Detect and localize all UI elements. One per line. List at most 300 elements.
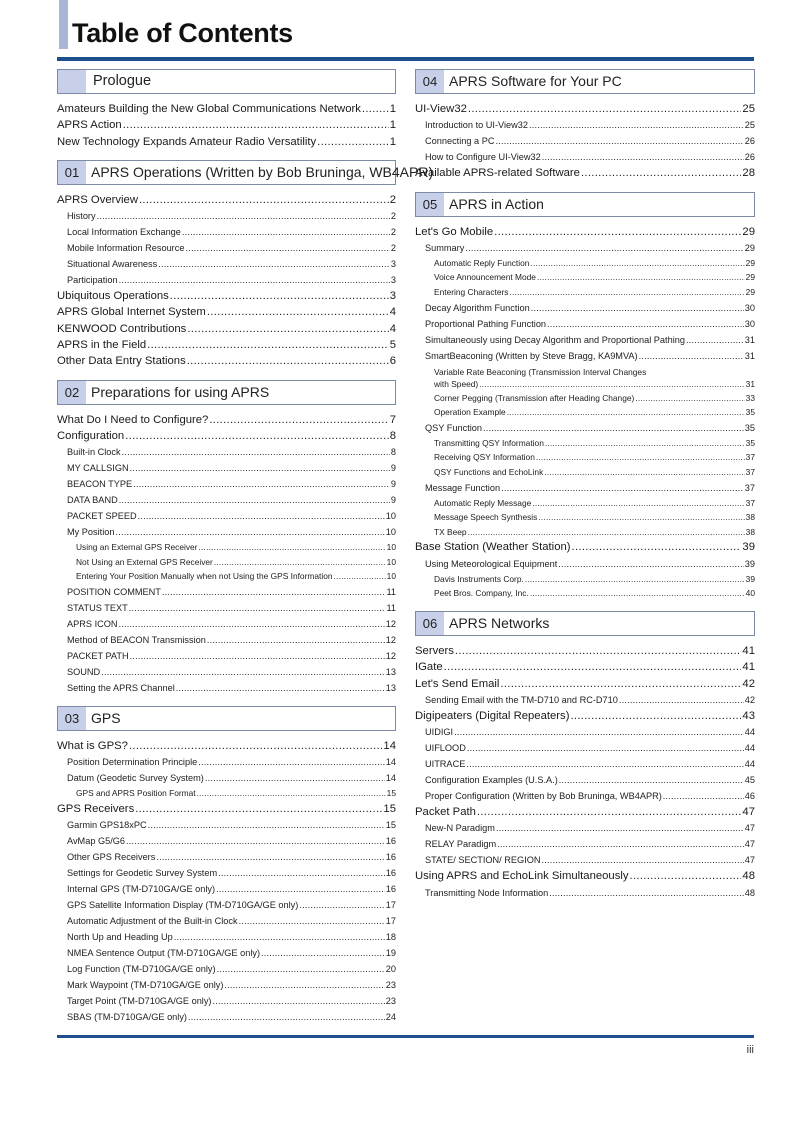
toc-entry[interactable] [57, 353, 396, 369]
toc-entry-page: 10 [385, 527, 396, 538]
section-number: 05 [422, 196, 438, 212]
toc-entry[interactable] [415, 804, 755, 820]
dot-leader [119, 616, 385, 632]
toc-entry[interactable] [415, 256, 755, 271]
dot-leader [559, 772, 744, 788]
toc-entry-label: BEACON TYPE [67, 479, 133, 490]
toc-entry[interactable] [57, 101, 396, 117]
toc-entry[interactable] [415, 117, 755, 133]
toc-entry[interactable] [415, 724, 755, 740]
toc-entry[interactable] [415, 586, 755, 601]
toc-entry[interactable] [415, 820, 755, 836]
toc-entry[interactable] [415, 270, 755, 285]
toc-entry-page: 19 [385, 948, 396, 959]
dot-leader [529, 117, 744, 133]
toc-entry-page: 3 [390, 259, 396, 270]
toc-entry-label: APRS Overview [57, 193, 138, 206]
toc-entry-page: 48 [742, 870, 755, 883]
dot-leader [198, 754, 385, 770]
toc-entry-page: 29 [742, 225, 755, 238]
toc-entry[interactable] [57, 801, 396, 817]
toc-entry[interactable] [57, 738, 396, 754]
toc-entry-page: 48 [744, 887, 755, 898]
toc-entry[interactable] [415, 366, 755, 391]
dot-leader [139, 192, 389, 208]
toc-entry[interactable] [415, 496, 755, 511]
toc-entry-label: Decay Algorithm Function [425, 302, 530, 313]
toc-entry-page: 17 [385, 916, 396, 927]
toc-entry[interactable] [57, 754, 396, 770]
toc-entry-page: 25 [742, 103, 755, 115]
toc-entry-label: Introduction to UI-View32 [425, 120, 528, 131]
toc-entry[interactable] [415, 643, 755, 659]
dot-leader [119, 272, 390, 288]
toc-entry[interactable] [57, 913, 396, 929]
toc-entry[interactable] [415, 572, 755, 587]
toc-entry-label: UI-View32 [415, 103, 467, 115]
toc-entry-label: Let's Go Mobile [415, 225, 494, 238]
toc-entry-label: Garmin GPS18xPC [67, 820, 147, 831]
toc-entry-page: 8 [389, 429, 396, 442]
toc-entry-page: 14 [383, 740, 396, 753]
toc-entry-page: 10 [386, 542, 396, 553]
toc-entry-page: 23 [385, 980, 396, 991]
toc-entry[interactable] [415, 659, 755, 675]
dot-leader [619, 692, 744, 708]
toc-entry[interactable] [415, 316, 755, 332]
dot-leader [477, 804, 742, 820]
toc-entry-label: Receiving QSY Information [434, 452, 535, 463]
section-header [57, 706, 396, 731]
toc-entry-page: 25 [744, 120, 755, 131]
dot-leader [116, 524, 385, 540]
toc-entry-page: 13 [385, 667, 396, 678]
dot-leader [187, 353, 389, 369]
dot-leader [530, 256, 744, 271]
dot-leader [125, 428, 389, 444]
toc-entry-page: 1 [389, 119, 396, 132]
dot-leader [119, 492, 390, 508]
toc-entry-label: Simultaneously using Decay Algorithm and Proportional Pathing [425, 334, 685, 345]
toc-entry[interactable] [57, 945, 396, 961]
toc-entry-page: 11 [386, 587, 396, 598]
dot-leader [536, 450, 745, 465]
toc-entry-page: 37 [745, 497, 755, 508]
toc-entry-label: Position Determination Principle [67, 757, 198, 768]
dot-leader [176, 680, 385, 696]
toc-entry[interactable] [415, 692, 755, 708]
toc-entry-label: How to Configure UI-View32 [425, 152, 541, 163]
toc-entry[interactable] [57, 786, 396, 801]
section-header [415, 192, 755, 217]
dot-leader [635, 391, 744, 406]
toc-entry-page: 37 [745, 467, 755, 478]
toc-entry-page: 31 [744, 350, 755, 361]
dot-leader [547, 316, 744, 332]
toc-entry[interactable] [57, 524, 396, 540]
dot-leader [185, 240, 389, 256]
toc-entry-page: 38 [745, 526, 755, 537]
toc-entry[interactable] [57, 256, 396, 272]
toc-entry-label: TX Beep [434, 526, 467, 537]
dot-leader [545, 436, 745, 451]
section-header [415, 69, 755, 94]
toc-entry[interactable] [415, 788, 755, 804]
dot-leader [483, 420, 744, 436]
toc-entry[interactable] [57, 584, 396, 600]
toc-entry-label: Transmitting QSY Information [434, 437, 544, 448]
toc-entry[interactable] [415, 885, 755, 901]
toc-entry-page: 12 [385, 651, 396, 662]
dot-leader [500, 676, 741, 692]
dot-leader [495, 133, 743, 149]
toc-entry[interactable] [415, 525, 755, 540]
toc-entry[interactable] [57, 134, 396, 150]
toc-entry[interactable] [57, 817, 396, 833]
toc-entry-page: 15 [383, 802, 396, 815]
toc-entry-label: Corner Pegging (Transmission after Heading Change) [434, 392, 635, 403]
dot-leader [454, 724, 744, 740]
toc-entry[interactable] [57, 648, 396, 664]
toc-entry[interactable] [415, 285, 755, 300]
toc-entry-page: 16 [385, 852, 396, 863]
toc-entry[interactable] [57, 849, 396, 865]
toc-entry-label: KENWOOD Contributions [57, 322, 187, 335]
toc-entry-label: Settings for Geodetic Survey System [67, 868, 218, 879]
toc-entry[interactable] [57, 555, 396, 570]
toc-entry-label: Entering Characters [434, 287, 509, 298]
toc-entry[interactable] [57, 600, 396, 616]
toc-entry-page: 12 [385, 619, 396, 630]
toc-entry-page: 3 [389, 290, 396, 303]
section-header [57, 69, 396, 94]
section-number-box [58, 70, 86, 93]
toc-entry-page: 4 [389, 322, 396, 335]
toc-entry[interactable] [415, 436, 755, 451]
toc-entry-label: What is GPS? [57, 740, 128, 753]
toc-entry-label: APRS Action [57, 119, 122, 132]
section-title: APRS in Action [449, 195, 544, 212]
toc-entry-label: GPS and APRS Position Format [76, 788, 196, 799]
toc-entry[interactable] [415, 101, 755, 117]
toc-entry-label: Automatic Reply Function [434, 257, 530, 268]
dot-leader [213, 993, 385, 1009]
dot-leader [468, 525, 745, 540]
toc-entry[interactable] [57, 865, 396, 881]
toc-entry[interactable] [415, 348, 755, 364]
dot-leader [174, 929, 385, 945]
toc-entry-page: 16 [385, 836, 396, 847]
toc-entry-label: Automatic Adjustment of the Built-in Clock [67, 916, 238, 927]
toc-entry[interactable] [57, 664, 396, 680]
toc-entry-page: 44 [744, 727, 755, 738]
toc-entry[interactable] [415, 149, 755, 165]
toc-entry-page: 33 [745, 392, 755, 403]
toc-entry-label: SOUND [67, 667, 101, 678]
toc-entry-label: Summary [425, 242, 465, 253]
toc-entry-label: Built-in Clock [67, 447, 121, 458]
toc-entry-label: APRS Global Internet System [57, 306, 206, 319]
dot-leader [148, 817, 385, 833]
toc-entry-label: APRS in the Field [57, 339, 147, 352]
dot-leader [205, 770, 385, 786]
toc-entry[interactable] [415, 708, 755, 724]
page-number: iii [746, 1044, 754, 1056]
toc-entry[interactable] [57, 881, 396, 897]
toc-entry-label: NMEA Sentence Output (TM-D710GA/GE only) [67, 948, 261, 959]
toc-entry[interactable] [57, 616, 396, 632]
toc-entry-label: QSY Function [425, 422, 483, 433]
toc-entry[interactable] [57, 460, 396, 476]
toc-entry-page: 2 [390, 211, 396, 222]
toc-entry-page: 41 [742, 661, 755, 674]
toc-entry-label: Using Meteorological Equipment [425, 558, 558, 569]
toc-entry-page: 30 [744, 302, 755, 313]
dot-leader [217, 961, 385, 977]
dot-leader [572, 539, 742, 555]
toc-entry[interactable] [57, 412, 396, 428]
toc-entry[interactable] [415, 224, 755, 240]
toc-entry-label: UIDIGI [425, 727, 454, 738]
toc-entry-label: Other Data Entry Stations [57, 355, 186, 368]
toc-entry[interactable] [57, 540, 396, 555]
toc-entry[interactable] [57, 321, 396, 337]
toc-entry-label: Entering Your Position Manually when not Using the GPS Information [76, 571, 333, 582]
toc-entry-label: History [67, 211, 96, 222]
dot-leader [130, 648, 385, 664]
toc-entry-page: 29 [745, 272, 755, 283]
dot-leader [467, 740, 744, 756]
toc-entry-page: 2 [390, 227, 396, 238]
toc-entry-label: Setting the APRS Channel [67, 683, 175, 694]
toc-entry[interactable] [57, 1009, 396, 1025]
toc-entry-label: Voice Announcement Mode [434, 272, 536, 283]
toc-entry-label: PACKET SPEED [67, 511, 137, 522]
toc-entry-label: Servers [415, 644, 454, 657]
toc-entry-label: Proportional Pathing Function [425, 318, 547, 329]
toc-entry[interactable] [57, 770, 396, 786]
toc-entry[interactable] [415, 300, 755, 316]
dot-leader [162, 584, 386, 600]
dot-leader [496, 820, 744, 836]
dot-leader [507, 405, 745, 420]
dot-leader [133, 476, 390, 492]
section-title: GPS [91, 710, 121, 727]
toc-entry[interactable] [415, 852, 755, 868]
toc-entry-label: GPS Satellite Information Display (TM-D710GA/GE only) [67, 900, 299, 911]
toc-entry-page: 41 [742, 644, 755, 657]
toc-entry[interactable] [415, 772, 755, 788]
dot-leader [101, 664, 385, 680]
dot-leader [542, 852, 744, 868]
dot-leader [362, 101, 389, 117]
toc-entry-page: 20 [385, 964, 396, 975]
toc-entry-label: IGate [415, 661, 443, 674]
toc-entry-page: 3 [390, 275, 396, 286]
dot-leader [123, 117, 389, 133]
toc-entry[interactable] [415, 420, 755, 436]
section-number: 04 [422, 74, 438, 89]
toc-entry-page: 29 [745, 257, 755, 268]
toc-entry[interactable] [57, 897, 396, 913]
toc-entry[interactable] [57, 508, 396, 524]
dot-leader [97, 208, 390, 224]
toc-entry[interactable] [415, 539, 755, 555]
toc-entry-page: 16 [385, 884, 396, 895]
toc-entry[interactable] [57, 961, 396, 977]
toc-entry-page: 6 [389, 355, 396, 368]
toc-entry-label: Operation Example [434, 407, 506, 418]
toc-entry-page: 37 [745, 452, 755, 463]
dot-leader [465, 240, 743, 256]
dot-leader [444, 659, 742, 675]
dot-leader [218, 865, 385, 881]
toc-entry[interactable] [57, 224, 396, 240]
toc-entry-page: 35 [745, 437, 755, 448]
dot-leader [182, 224, 390, 240]
section-number: 06 [422, 615, 438, 631]
toc-entry[interactable] [415, 332, 755, 348]
toc-entry[interactable] [415, 556, 755, 572]
toc-entry-label: UIFLOOD [425, 743, 466, 754]
toc-entry-page: 44 [744, 759, 755, 770]
section-title: APRS Software for Your PC [449, 73, 622, 89]
toc-entry-page: 47 [742, 806, 755, 819]
toc-entry-page: 40 [745, 588, 755, 599]
toc-entry[interactable] [57, 304, 396, 320]
toc-entry[interactable] [57, 993, 396, 1009]
toc-entry-label: Packet Path [415, 806, 476, 819]
toc-entry[interactable] [415, 465, 755, 480]
toc-entry-page: 47 [744, 839, 755, 850]
toc-entry-label: RELAY Paradigm [425, 839, 497, 850]
toc-entry[interactable] [57, 569, 396, 584]
toc-entry[interactable] [415, 756, 755, 772]
toc-entry-page: 15 [386, 788, 396, 799]
toc-entry[interactable] [57, 632, 396, 648]
toc-entry-label: STATUS TEXT [67, 603, 128, 614]
toc-entry[interactable] [57, 117, 396, 133]
toc-entry-page: 11 [386, 603, 396, 614]
dot-leader [224, 977, 384, 993]
toc-entry-label: Let's Send Email [415, 677, 500, 690]
toc-entry[interactable] [57, 337, 396, 353]
toc-entry[interactable] [57, 977, 396, 993]
toc-entry[interactable] [415, 391, 755, 406]
toc-entry-label: Log Function (TM-D710GA/GE only) [67, 964, 216, 975]
toc-entry[interactable] [415, 676, 755, 692]
toc-entry-label: Mark Waypoint (TM-D710GA/GE only) [67, 980, 224, 991]
toc-entry-page: 23 [385, 996, 396, 1007]
toc-entry-label: Sending Email with the TM-D710 and RC-D710 [425, 694, 618, 705]
toc-entry-page: 43 [742, 709, 755, 722]
dot-leader [538, 510, 744, 525]
toc-entry-page: 47 [744, 855, 755, 866]
toc-entry[interactable] [415, 510, 755, 525]
toc-entry[interactable] [57, 208, 396, 224]
section-number: 02 [64, 384, 80, 400]
toc-entry[interactable] [57, 288, 396, 304]
toc-entry-page: 42 [742, 677, 755, 690]
dot-leader [525, 572, 745, 587]
toc-entry-page: 9 [390, 463, 396, 474]
toc-entry-label: STATE/ SECTION/ REGION [425, 855, 541, 866]
toc-entry-label: Datum (Geodetic Survey System) [67, 773, 204, 784]
dot-leader [686, 332, 744, 348]
dot-leader [129, 738, 382, 754]
toc-entry-page: 10 [386, 556, 396, 567]
toc-entry-label: Connecting a PC [425, 136, 495, 147]
toc-entry-page: 45 [744, 775, 755, 786]
toc-entry-page: 28 [742, 167, 755, 180]
toc-entry[interactable] [57, 428, 396, 444]
dot-leader [135, 801, 382, 817]
dot-leader [261, 945, 385, 961]
toc-entry-page: 24 [385, 1012, 396, 1023]
toc-entry-label: Davis Instruments Corp. [434, 573, 524, 584]
dot-leader [549, 885, 744, 901]
dot-leader [497, 836, 744, 852]
toc-entry[interactable] [415, 836, 755, 852]
toc-entry[interactable] [57, 492, 396, 508]
toc-entry-label: Mobile Information Resource [67, 243, 185, 254]
toc-entry[interactable] [57, 680, 396, 696]
toc-entry[interactable] [415, 480, 755, 496]
toc-entry-page: 10 [386, 571, 396, 582]
toc-entry-label: PACKET PATH [67, 651, 129, 662]
toc-entry[interactable] [57, 833, 396, 849]
toc-entry[interactable] [415, 240, 755, 256]
toc-entry[interactable] [57, 272, 396, 288]
toc-entry-label: Internal GPS (TM-D710GA/GE only) [67, 884, 216, 895]
toc-entry-page: 46 [744, 791, 755, 802]
toc-entry[interactable] [57, 929, 396, 945]
toc-entry-label: Digipeaters (Digital Repeaters) [415, 709, 570, 722]
toc-entry-page: 29 [744, 242, 755, 253]
toc-entry[interactable] [57, 240, 396, 256]
toc-entry[interactable] [415, 165, 755, 181]
toc-entry-page: 16 [385, 868, 396, 879]
dot-leader [126, 833, 385, 849]
toc-entry-page: 42 [744, 694, 755, 705]
dot-leader [479, 378, 744, 391]
toc-entry-page: 9 [390, 495, 396, 506]
toc-entry-label: Participation [67, 275, 118, 286]
toc-entry-page: 26 [744, 136, 755, 147]
dot-leader [501, 480, 744, 496]
toc-entry[interactable] [415, 450, 755, 465]
dot-leader [544, 465, 744, 480]
toc-entry[interactable] [57, 476, 396, 492]
toc-entry-page: 13 [385, 683, 396, 694]
section-header [57, 160, 434, 185]
toc-entry-page: 30 [744, 318, 755, 329]
toc-entry[interactable] [415, 405, 755, 420]
toc-entry[interactable] [415, 740, 755, 756]
toc-entry-page: 8 [390, 447, 396, 458]
toc-entry-page: 38 [745, 512, 755, 523]
toc-entry[interactable] [57, 192, 396, 208]
toc-entry[interactable] [415, 133, 755, 149]
toc-entry-label: Message Speech Synthesis [434, 512, 538, 523]
toc-entry-label: UITRACE [425, 759, 466, 770]
toc-entry-label: Amateurs Building the New Global Communications Network [57, 103, 361, 115]
toc-entry-page: 29 [745, 287, 755, 298]
toc-entry[interactable] [415, 868, 755, 884]
dot-leader [542, 149, 744, 165]
dot-leader [138, 508, 385, 524]
toc-entry[interactable] [57, 444, 396, 460]
